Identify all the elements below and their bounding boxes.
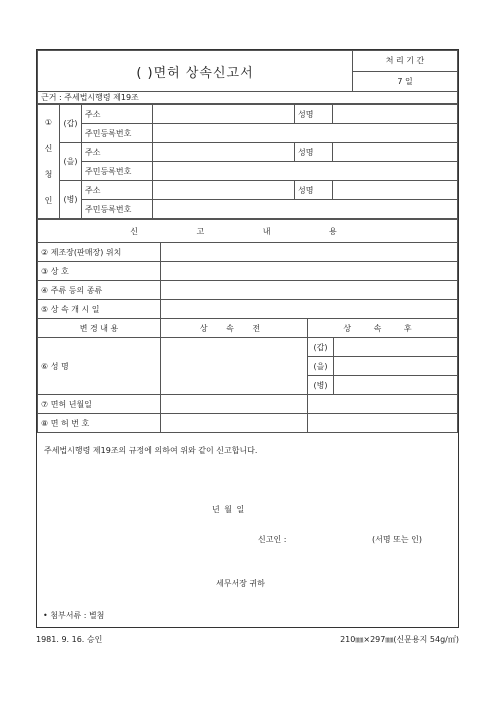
- resident-number-field[interactable]: [153, 124, 458, 143]
- liquor-type-label: ④ 주류 등의 종류: [38, 281, 161, 300]
- legal-basis: 근거 : 주세법시행령 제19조: [38, 92, 458, 104]
- addressee: 세무서장 귀하: [216, 579, 265, 588]
- resident-number-label: 주민등록번호: [82, 124, 153, 143]
- name-field[interactable]: [333, 105, 458, 124]
- approval-note: 1981. 9. 16. 승인: [36, 635, 103, 644]
- paper-spec: 210㎜×297㎜(신문용지 54g/㎡): [340, 635, 459, 644]
- process-period-value: 7 일: [353, 71, 458, 92]
- name-label: 성명: [295, 181, 333, 200]
- trade-name-label: ③ 상 호: [38, 262, 161, 281]
- name-label: 성명: [295, 105, 333, 124]
- form-title: ( )면허 상속신고서: [38, 51, 353, 92]
- report-table: [37, 219, 458, 433]
- name-after-field[interactable]: [334, 376, 458, 395]
- name-field[interactable]: [333, 181, 458, 200]
- license-number-after-field[interactable]: [308, 414, 458, 433]
- license-number-before-field[interactable]: [161, 414, 308, 433]
- header-table: [37, 50, 458, 92]
- name-row-label: ⑥ 성 명: [38, 338, 161, 395]
- resident-number-field[interactable]: [153, 162, 458, 181]
- before-header: 상 속 전: [161, 319, 308, 338]
- after-header: 상 속 후: [308, 319, 458, 338]
- inheritance-start-label: ⑤ 상 속 개 시 일: [38, 300, 161, 319]
- process-period-label: 처 리 기 간: [353, 51, 458, 72]
- after-tag-eul: (을): [308, 357, 334, 376]
- signer-label: 신고인 :: [258, 535, 287, 544]
- applicant-table: [37, 104, 458, 219]
- liquor-type-field[interactable]: [161, 281, 458, 300]
- party-tag-gap: (갑): [60, 105, 82, 143]
- factory-location-label: ② 제조장(판매장) 위치: [38, 243, 161, 262]
- change-header: 변 경 내 용: [38, 319, 161, 338]
- declaration-date: 년 월 일: [212, 505, 246, 514]
- resident-number-label: 주민등록번호: [82, 162, 153, 181]
- signer-note: (서명 또는 인): [372, 535, 422, 544]
- party-tag-eul: (을): [60, 143, 82, 181]
- applicant-vertical-label: ① 신 청 인: [38, 105, 60, 219]
- address-field[interactable]: [153, 105, 295, 124]
- license-number-label: ⑧ 면 허 번 호: [38, 414, 161, 433]
- name-after-field[interactable]: [334, 357, 458, 376]
- license-date-after-field[interactable]: [308, 395, 458, 414]
- report-heading: 신 고 내 용: [38, 220, 458, 243]
- resident-number-field[interactable]: [153, 200, 458, 219]
- address-field[interactable]: [153, 143, 295, 162]
- name-label: 성명: [295, 143, 333, 162]
- address-label: 주소: [82, 105, 153, 124]
- inheritance-start-field[interactable]: [161, 300, 458, 319]
- trade-name-field[interactable]: [161, 262, 458, 281]
- license-date-label: ⑦ 면허 년월일: [38, 395, 161, 414]
- name-before-field[interactable]: [161, 338, 308, 395]
- name-field[interactable]: [333, 143, 458, 162]
- license-date-before-field[interactable]: [161, 395, 308, 414]
- after-tag-byeong: (병): [308, 376, 334, 395]
- resident-number-label: 주민등록번호: [82, 200, 153, 219]
- party-tag-byeong: (병): [60, 181, 82, 219]
- factory-location-field[interactable]: [161, 243, 458, 262]
- address-field[interactable]: [153, 181, 295, 200]
- basis-table: [37, 92, 458, 104]
- after-tag-gap: (갑): [308, 338, 334, 357]
- attachment-note: • 첨부서류 : 별첨: [43, 611, 105, 620]
- address-label: 주소: [82, 143, 153, 162]
- declaration-text: 주세법시행령 제19조의 규정에 의하여 위와 같이 신고합니다.: [44, 446, 258, 455]
- address-label: 주소: [82, 181, 153, 200]
- name-after-field[interactable]: [334, 338, 458, 357]
